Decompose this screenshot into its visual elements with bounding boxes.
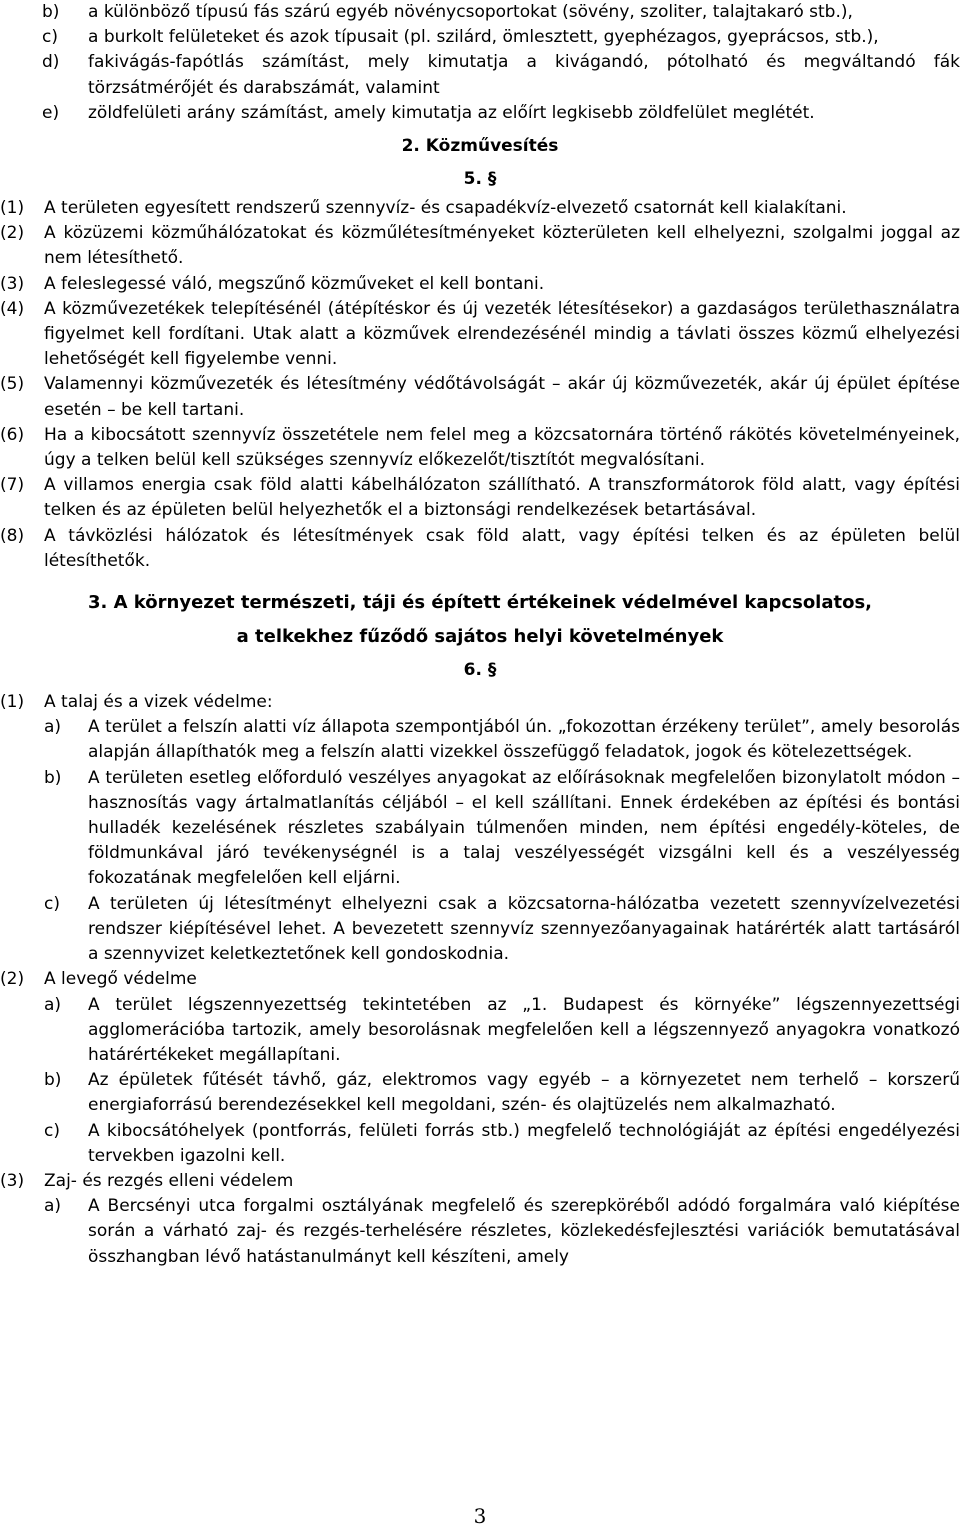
section-title: 2. Közművesítés <box>401 136 559 157</box>
first-list-item <box>0 0 960 25</box>
section2-item-label: (6) <box>0 424 25 445</box>
first-list-item-label: b) <box>42 2 60 22</box>
section2-item-label: (2) <box>0 223 25 244</box>
section3-group-heading <box>0 690 960 715</box>
section3-group-heading <box>0 967 960 992</box>
section3-item-text: Az épületek fűtését távhő, gáz, elektromos vagy egyéb – a környezetet nem terhelő – korszerű energiaforrású berendezésekkel kell megoldani, szén- és olajtüzelés nem alkalmazható. <box>88 1070 960 1116</box>
section2-item-text: Valamennyi közművezeték és létesítmény védőtávolságát – akár új közművezeték, akár új épület építése esetén – be kell tartani. <box>44 374 960 420</box>
section2-item-text: A területen egyesített rendszerű szennyvíz- és csapadékvíz-elvezető csatornát kell kialakítani. <box>44 198 847 219</box>
first-list-item <box>0 25 960 50</box>
first-list <box>0 0 960 126</box>
section3-item-text: A kibocsátóhelyek (pontforrás, felületi forrás stb.) megfelelő technológiáját az építési engedélyezési tervekben igazolni kell. <box>88 1120 960 1166</box>
section2-item-label: (4) <box>0 298 25 319</box>
section2-item-label: (8) <box>0 525 25 546</box>
section2-item-text: Ha a kibocsátott szennyvíz összetétele nem felel meg a közcsatornára történő rákötés követelményeinek, úgy a telken belül kell szükséges szennyvíz előkezelőt/tisztítót megvalósítani. <box>44 424 960 471</box>
section2-item <box>0 473 960 523</box>
section2-item-text: A távközlési hálózatok és létesítmények csak föld alatt, vagy építési telken és az épületen belül létesíthetők. <box>44 525 960 571</box>
section-title-line2: a telkekhez fűződő sajátos helyi követelmények <box>236 626 724 648</box>
section3-item-text: A Bercsényi utca forgalmi osztályának megfelelő és szerepköréből adódó forgalmára való kiépítése során a várható zaj- és rezgés-terhelésére részletes, közlekedésfejlesztési variációk bemutatásával összhangban lévő hatástanulmányt kell készíteni, amely <box>88 1196 960 1267</box>
section2-item-label: (5) <box>0 374 25 395</box>
section3-item <box>0 1119 960 1169</box>
first-list-item-text: a különböző típusú fás szárú egyéb növénycsoportokat (sövény, szoliter, talajtakaró stb.), <box>88 2 853 22</box>
section2-item-label: (3) <box>0 273 25 294</box>
section3-item <box>0 1068 960 1118</box>
section2-item <box>0 372 960 422</box>
section3-item-label: c) <box>44 893 60 914</box>
section2-item-text: A villamos energia csak föld alatti kábelhálózaton szállítható. A transzformátorok föld alatt, vagy építési telken és az épületen belül helyezhetők el a biztonsági rendelkezések betartásával. <box>44 475 960 521</box>
first-list-item-label: e) <box>42 102 60 123</box>
section3-item-label: b) <box>44 1070 62 1091</box>
section3-item <box>0 993 960 1069</box>
section2-item <box>0 297 960 373</box>
section2-item <box>0 221 960 271</box>
paragraph-mark: 5. § <box>463 169 497 190</box>
section2-item-text: A közművezetékek telepítésénél (átépítéskor és új vezeték létesítésekor) a gazdaságos területhasználatra figyelmet kell fordítani. Utak alatt a közművek elrendezésénél mindig a távlati összes közmű elhelyezési lehetőségét kell figyelembe venni. <box>44 298 960 370</box>
first-list-item-text: fakivágás-fapótlás számítást, mely kimutatja a kivágandó, pótolható és megváltandó fák törzsátmérőjét és darabszámát, valamint <box>88 52 960 98</box>
section3-group-heading-text: A talaj és a vizek védelme: <box>44 692 273 713</box>
paragraph-mark: 6. § <box>463 660 497 681</box>
section3-item <box>0 1194 960 1270</box>
section-title-line1: 3. A környezet természeti, táji és épített értékeinek védelmével kapcsolatos, <box>87 592 873 614</box>
section3-item-label: c) <box>44 1120 60 1141</box>
section3-item-label: a) <box>44 994 62 1015</box>
section3-item-label: a) <box>44 717 62 738</box>
first-list-item <box>0 50 960 100</box>
section3-item-label: b) <box>44 767 62 788</box>
section3-item <box>0 766 960 892</box>
section3-item <box>0 892 960 968</box>
section2-item <box>0 272 960 297</box>
section3-group-label: (1) <box>0 692 25 713</box>
section2-item <box>0 524 960 574</box>
first-list-item <box>0 101 960 126</box>
first-list-item-label: c) <box>42 27 58 48</box>
section3-item <box>0 715 960 765</box>
section3-item-text: A területen új létesítményt elhelyezni csak a közcsatorna-hálózatba vezetett szennyvízelvezetési rendszer kiépítésével lehet. A bevezetett szennyvíz szennyezőanyagainak határérték alatt tartásáról a szennyvizet keletkeztetőnek kell gondoskodnia. <box>88 893 960 965</box>
section3-item-text: A terület légszennyezettség tekintetében az „1. Budapest és környéke” légszennyezettségi agglomerációba tartozik, amely besorolásnak megfelelően kell a légszennyező anyagokra vonatkozó határértékeket megállapítani. <box>88 994 960 1065</box>
section2-item-text: A közüzemi közműhálózatokat és közműlétesítményeket közterületen kell elhelyezni, szolgalmi joggal az nem létesíthető. <box>44 223 960 269</box>
section3-group-label: (2) <box>0 969 25 990</box>
section2-item-label: (1) <box>0 198 25 219</box>
section3-item-text: A területen esetleg előforduló veszélyes anyagokat az előírásoknak megfelelően bizonylatolt módon – hasznosítás vagy ártalmatlanítás céljából – el kell szállítani. Ennek érdekében az építési és bontási hulladék kezelésének részletes szabályain túlmenően minden, nem építési engedély-köteles, de földmunkával járó tevékenységnél is a talaj veszélyességét vizsgálni kell és a veszélyesség fokozatának megfelelően kell eljárni. <box>88 767 960 889</box>
section3-group-heading <box>0 1169 960 1194</box>
first-list-item-label: d) <box>42 52 60 73</box>
section3-group-heading-text: Zaj- és rezgés elleni védelem <box>44 1170 294 1191</box>
section3-item-label: a) <box>44 1196 62 1217</box>
first-list-item-text: zöldfelületi arány számítást, amely kimutatja az előírt legkisebb zöldfelület meglétét. <box>88 102 815 123</box>
page-number: 3 <box>473 1504 487 1528</box>
section3-group-label: (3) <box>0 1170 25 1191</box>
section2-item <box>0 423 960 473</box>
first-list-item-text: a burkolt felületeket és azok típusait (pl. szilárd, ömlesztett, gyephézagos, gyeprácsos, stb.), <box>88 27 879 48</box>
section2-item-text: A feleslegessé váló, megszűnő közműveket el kell bontani. <box>44 273 545 294</box>
section2-item-label: (7) <box>0 475 25 496</box>
section2-item <box>0 196 960 221</box>
section3-item-text: A terület a felszín alatti víz állapota szempontjából ún. „fokozottan érzékeny terület”, amely besorolás alapján állapíthatók meg a felszín alatti vizekkel összefüggő feladatok, jogok és kötelezettségek. <box>88 717 960 763</box>
section3-group-heading-text: A levegő védelme <box>44 969 197 990</box>
